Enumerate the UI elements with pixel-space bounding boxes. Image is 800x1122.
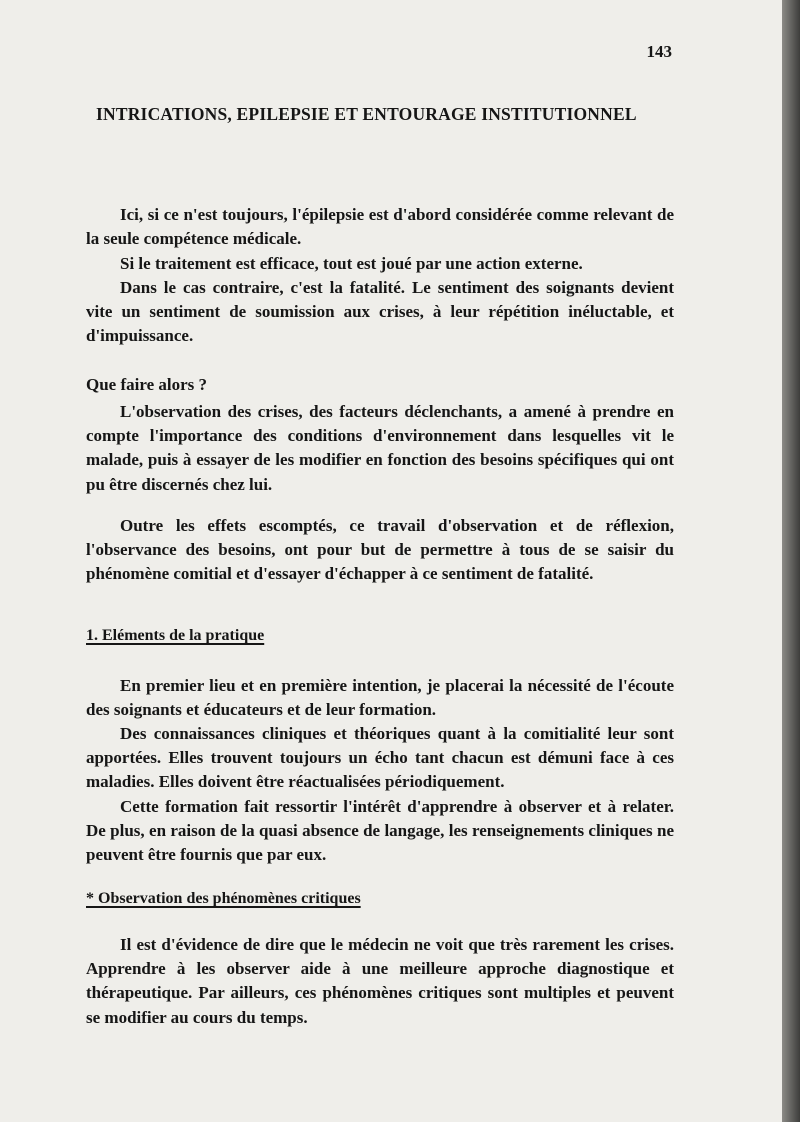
question-line: Que faire alors ?: [86, 375, 208, 394]
section-heading: 1. Eléments de la pratique: [86, 627, 265, 644]
subsection-heading: * Observation des phénomènes critiques: [86, 890, 361, 907]
paragraph: Outre les effets escomptés, ce travail d'observation et de réflexion, l'observance des besoins, ont pour but de permettre à tous de se saisir du phénomène comitial et d'essayer d'échapper à ce sentiment de fatalité.: [86, 516, 674, 584]
page-number: 143: [646, 42, 672, 61]
paragraph: Dans le cas contraire, c'est la fatalité. Le sentiment des soignants devient vite un sentiment de soumission aux crises, à leur répétition inéluctable, et d'impuissance.: [86, 278, 674, 346]
paragraph: Si le traitement est efficace, tout est joué par une action externe.: [120, 254, 583, 273]
paragraph: En premier lieu et en première intention, je placerai la nécessité de l'écoute des soignants et éducateurs et de leur formation.: [86, 676, 674, 720]
paragraph: Cette formation fait ressortir l'intérêt d'apprendre à observer et à relater. De plus, en raison de la quasi absence de langage, les renseignements cliniques ne peuvent être fournis que par eux.: [86, 797, 674, 865]
page-edge-shadow: [782, 0, 800, 1122]
paragraph: Ici, si ce n'est toujours, l'épilepsie est d'abord considérée comme relevant de la seule compétence médicale.: [86, 205, 674, 249]
paragraph: Des connaissances cliniques et théoriques quant à la comitialité leur sont apportées. Elles trouvent toujours un écho tant chacun est démuni face à ces maladies. Elles doivent être réactualisées périodiquement.: [86, 724, 674, 792]
chapter-title: INTRICATIONS, EPILEPSIE ET ENTOURAGE INSTITUTIONNEL: [96, 104, 637, 124]
paragraph: Il est d'évidence de dire que le médecin ne voit que très rarement les crises. Apprendre à les observer aide à une meilleure approche diagnostique et thérapeutique. Par ailleurs, ces phénomènes critiques sont multiples et peuvent se modifier au cours du temps.: [86, 935, 674, 1027]
paragraph: L'observation des crises, des facteurs déclenchants, a amené à prendre en compte l'importance des conditions d'environnement dans lesquelles vit le malade, puis à essayer de les modifier en fonction des besoins spécifiques qui ont pu être discernés chez lui.: [86, 402, 674, 494]
